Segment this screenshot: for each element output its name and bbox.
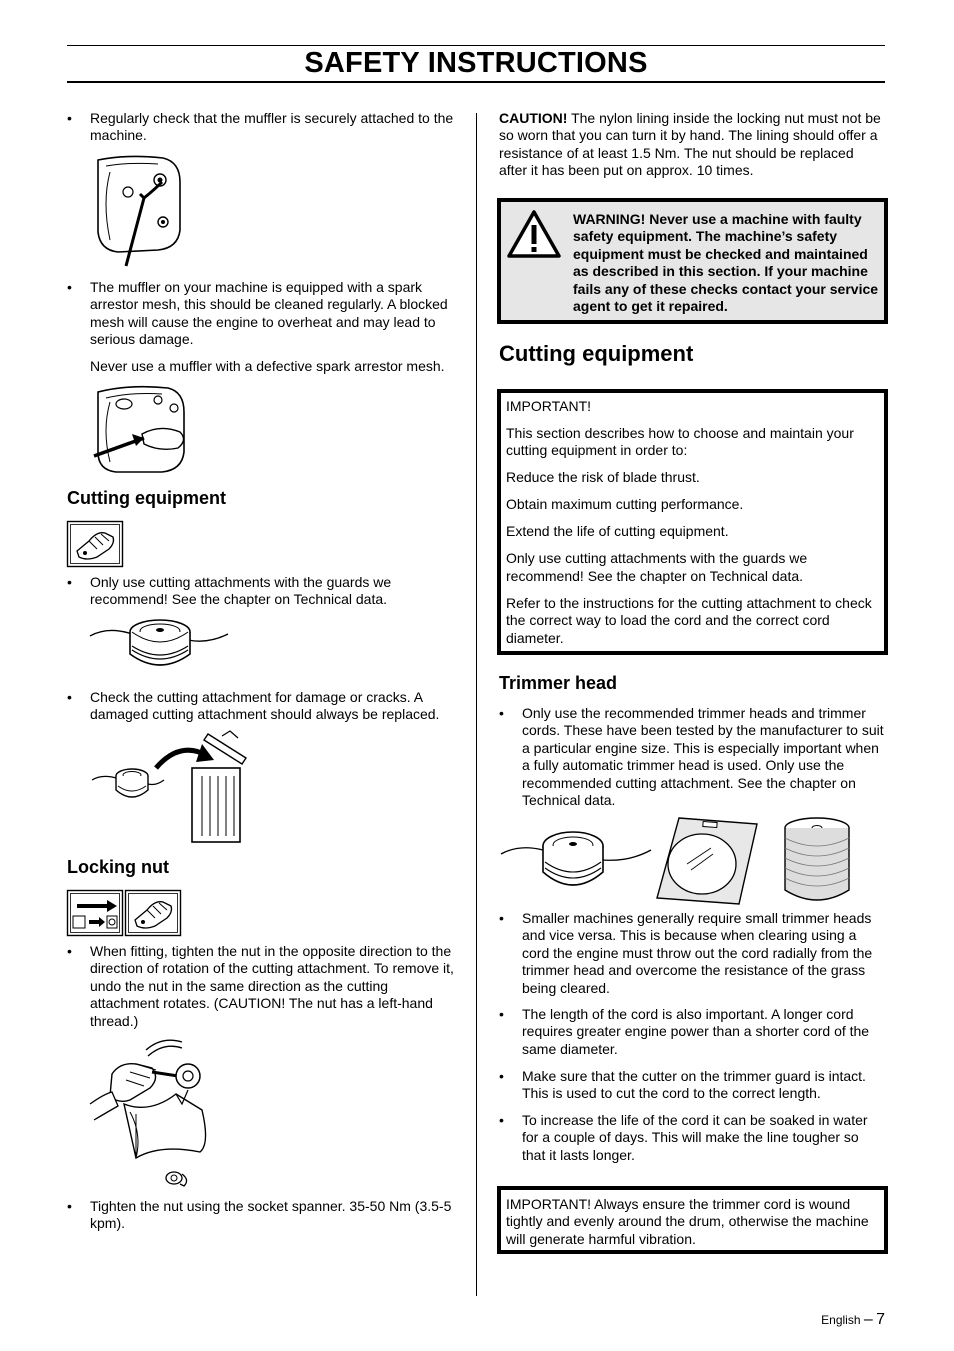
section-heading: Cutting equipment — [67, 488, 226, 508]
warning-text: WARNING! Never use a machine with faulty safety equipment. The machine’s safety equipment must be checked and maintained as described in this section. If your machine fails any of these checks contact your service agent to get it repaired. — [573, 211, 879, 315]
page-footer — [821, 1311, 885, 1329]
section-heading: Trimmer head — [499, 673, 618, 693]
footer-language: English — [821, 1313, 861, 1327]
caution-label: CAUTION! — [499, 110, 568, 126]
muffler-mesh-illustration — [90, 382, 190, 474]
important-line: This section describes how to choose and maintain your cutting equipment in order to: — [506, 425, 854, 459]
important-line: Refer to the instructions for the cutting attachment to check the correct way to load the cord and the correct cord diameter. — [506, 594, 872, 646]
trimmer-cord-illustration — [499, 814, 857, 906]
important-line: Only use cutting attachments with the guards we recommend! See the chapter on Technical data. — [506, 550, 808, 584]
section-heading: Locking nut — [67, 857, 169, 877]
page-title: SAFETY INSTRUCTIONS — [304, 47, 648, 79]
important-text: IMPORTANT! Always ensure the trimmer cord is wound tightly and evenly around the drum, otherwise the machine will generate harmful vibration. — [506, 1196, 869, 1247]
important-line: IMPORTANT! — [506, 398, 592, 414]
important-box-2 — [497, 1186, 888, 1254]
glove-icon — [67, 521, 123, 567]
important-list — [506, 398, 879, 647]
paragraph: Never use a muffler with a defective spark arrestor mesh. — [90, 358, 445, 374]
section-heading: Cutting equipment — [499, 341, 694, 366]
important-box — [497, 389, 888, 655]
glove-icon — [125, 890, 181, 936]
caution-paragraph: CAUTION! The nylon lining inside the locking nut must not be so worn that you can turn it by hand. The lining should offer a resistance of at least 1.5 Nm. The nut should be replaced after it has been put on approx. 10 times. — [499, 110, 881, 179]
warning-box — [497, 198, 888, 324]
discard-trimmer-head-illustration — [90, 728, 248, 844]
footer-dash: – — [863, 1311, 873, 1328]
important-line: Reduce the risk of blade thrust. — [506, 469, 700, 486]
page-number: 7 — [876, 1311, 885, 1328]
warning-triangle-icon — [506, 209, 562, 261]
important-line: Obtain maximum cutting performance. — [506, 496, 744, 513]
tighten-nut-illustration — [90, 1034, 220, 1190]
trimmer-head-illustration — [88, 614, 234, 680]
muffler-wrench-illustration — [88, 152, 188, 268]
header-bottom-rule — [67, 81, 885, 83]
column-divider — [476, 113, 477, 1296]
important-line: Extend the life of cutting equipment. — [506, 523, 729, 540]
